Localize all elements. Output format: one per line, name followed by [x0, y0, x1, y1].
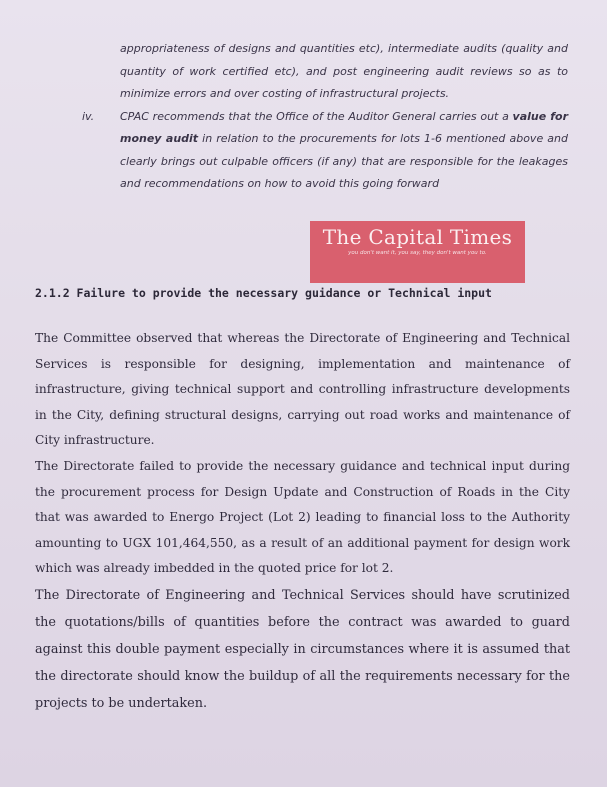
paragraph-observation: The Committee observed that whereas the Directorate of Engineering and Technical Services is responsible for designing, implementation and maintenance of infrastructure, giving technical support and controlling infrastructure developments in the City, defining structural designs, carrying out road works and maintenance of City infrastructure.	[35, 331, 570, 448]
list-item-iv	[78, 106, 568, 196]
list-item-text-before: CPAC recommends that the Office of the Auditor General carries out a	[120, 109, 509, 123]
logo-tagline: you don't want it, you say, they don't want you to.	[348, 250, 487, 256]
recommendation-list	[78, 38, 568, 196]
capital-times-watermark-logo	[310, 221, 525, 283]
section-heading: 2.1.2 Failure to provide the necessary guidance or Technical input	[35, 286, 492, 300]
section-body	[35, 326, 570, 717]
list-item-number: iv.	[82, 109, 95, 123]
list-item-continuation: appropriateness of designs and quantities etc), intermediate audits (quality and quantity of work certified etc), and post engineering audit reviews so as to minimize errors and over costing of infrastructural projects.	[120, 42, 568, 100]
list-item-emphasis: value for money audit	[120, 109, 568, 145]
paragraph-recommendation: The Directorate of Engineering and Technical Services should have scrutinized the quotations/bills of quantities before the contract was awarded to guard against this double payment especially in circumstances where it is assumed that the directorate should know the buildup of all the requirements necessary for the projects to be undertaken.	[35, 587, 570, 711]
logo-title: The Capital Times	[322, 225, 513, 249]
list-item-text-after: in relation to the procurements for lots 1-6 mentioned above and clearly brings out culpable officers (if any) that are responsible for the leakages and recommendations on how to avoid this going forward	[120, 132, 568, 190]
list-item-text	[120, 106, 568, 196]
paragraph-failure: The Directorate failed to provide the necessary guidance and technical input during the procurement process for Design Update and Construction of Roads in the City that was awarded to Energo Project (Lot 2) leading to financial loss to the Authority amounting to UGX 101,464,550, as a result of an additional payment for design work which was already imbedded in the quoted price for lot 2.	[35, 458, 570, 576]
